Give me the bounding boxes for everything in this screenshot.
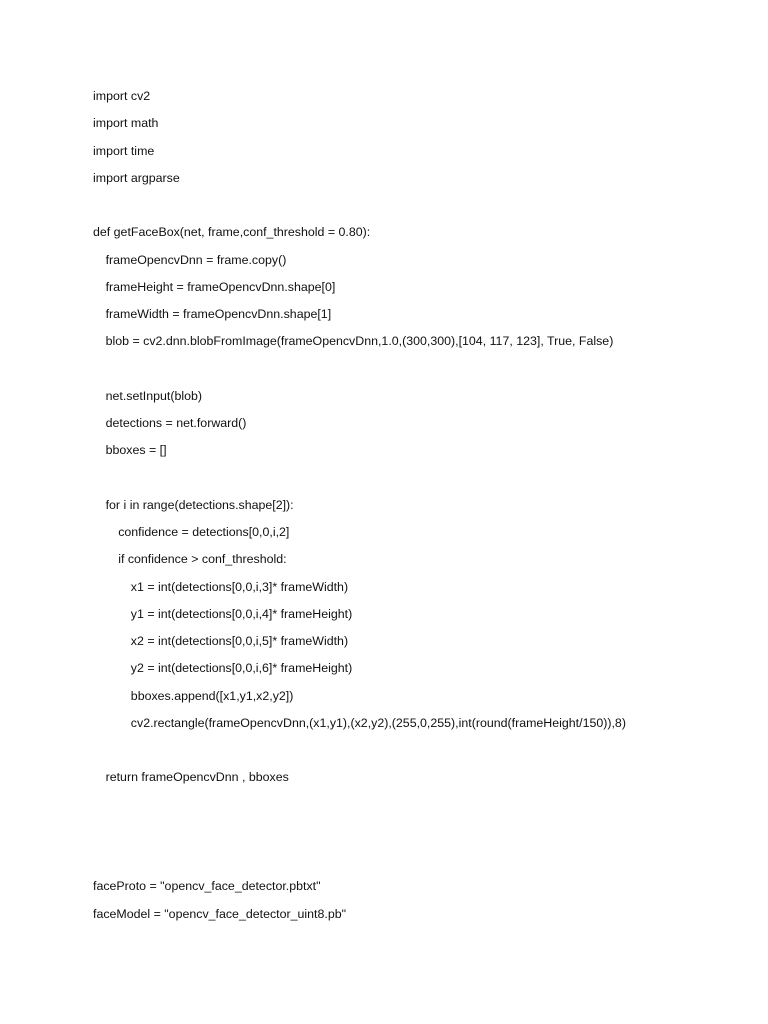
- code-line: frameWidth = frameOpencvDnn.shape[1]: [105, 307, 332, 321]
- code-line: [93, 360, 753, 387]
- code-line: confidence = detections[0,0,i,2]: [118, 525, 290, 539]
- code-line: detections = net.forward(): [105, 416, 247, 430]
- code-line: import math: [93, 116, 159, 131]
- code-line: y1 = int(detections[0,0,i,4]* frameHeight): [130, 606, 353, 621]
- code-line: blob = cv2.dnn.blobFromImage(frameOpencvDnn,1.0,(300,300),[104, 117, 123], True, False): [105, 334, 614, 349]
- code-line: [93, 850, 753, 877]
- code-line: x2 = int(detections[0,0,i,5]* frameWidth): [130, 634, 349, 648]
- code-line: [93, 196, 753, 223]
- code-line: if confidence > conf_threshold:: [118, 552, 287, 567]
- code-line: import time: [93, 143, 155, 158]
- code-line: bboxes = []: [105, 443, 167, 458]
- code-line: net.setInput(blob): [105, 388, 203, 403]
- code-line: cv2.rectangle(frameOpencvDnn,(x1,y1),(x2,y2),(255,0,255),int(round(frameHeight/150)),8): [130, 715, 626, 730]
- code-line: frameHeight = frameOpencvDnn.shape[0]: [105, 279, 336, 294]
- code-line: x1 = int(detections[0,0,i,3]* frameWidth): [130, 579, 349, 594]
- code-line: [93, 741, 753, 768]
- code-line: y2 = int(detections[0,0,i,6]* frameHeight): [130, 661, 353, 676]
- code-line: faceProto = "opencv_face_detector.pbtxt": [93, 879, 321, 894]
- code-listing: [93, 87, 753, 932]
- code-line: def getFaceBox(net, frame,conf_threshold = 0.80):: [93, 225, 371, 240]
- code-line: import argparse: [93, 170, 180, 185]
- code-line: frameOpencvDnn = frame.copy(): [105, 252, 287, 267]
- code-line: faceModel = "opencv_face_detector_uint8.pb": [93, 906, 346, 921]
- code-line: [93, 796, 753, 823]
- code-line: [93, 469, 753, 496]
- code-line: for i in range(detections.shape[2]):: [105, 497, 294, 512]
- code-line: [93, 823, 753, 850]
- code-line: bboxes.append([x1,y1,x2,y2]): [130, 688, 294, 703]
- code-line: import cv2: [93, 89, 151, 103]
- code-line: return frameOpencvDnn , bboxes: [105, 770, 289, 785]
